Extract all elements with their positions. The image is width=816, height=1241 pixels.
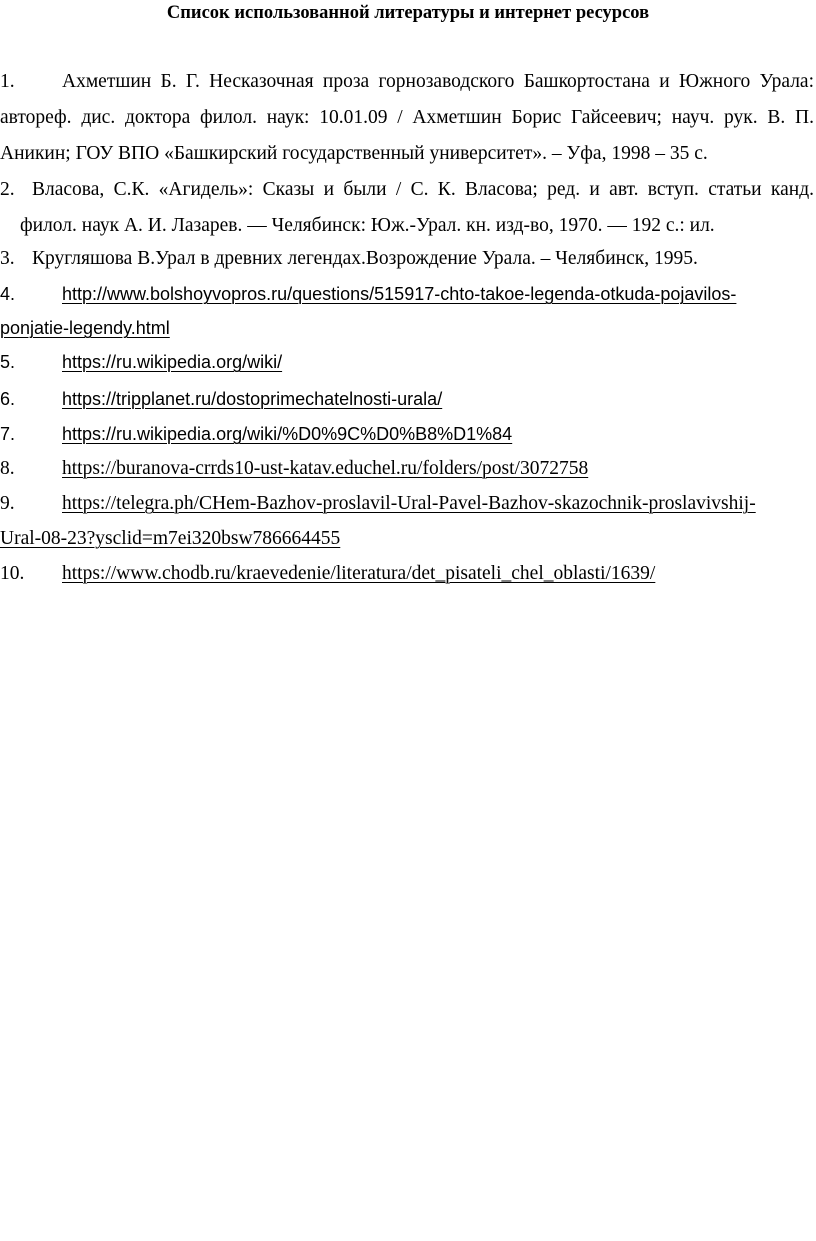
ref-4-link-line-2[interactable]: ponjatie-legendy.html [0,318,170,338]
ref-7-link[interactable]: https://ru.wikipedia.org/wiki/%D0%9C%D0%B8%D1%84 [62,424,513,444]
ref-4-number: 4. [0,284,16,304]
ref-2-line-2: филол. наук А. И. Лазарев. — Челябинск: Юж.-Урал. кн. изд-во, 1970. — 192 с.: ил. [20,215,715,236]
ref-8-link[interactable]: https://buranova-crrds10-ust-katav.educhel.ru/folders/post/3072758 [62,458,589,479]
ref-1-number: 1. [0,71,15,92]
ref-10-link[interactable]: https://www.chodb.ru/kraevedenie/literatura/det_pisateli_chel_oblasti/1639/ [62,563,656,584]
ref-7-number: 7. [0,424,16,444]
ref-3-number: 3. [0,248,15,269]
ref-5-number: 5. [0,352,16,372]
ref-1-line-3: Аникин; ГОУ ВПО «Башкирский государственный университет». – Уфа, 1998 – 35 с. [0,143,708,164]
ref-1-line-2: автореф. дис. доктора филол. наук: 10.01.09 / Ахметшин Борис Гайсеевич; науч. рук. В. П. [0,107,814,128]
ref-6-number: 6. [0,389,16,409]
ref-9-number: 9. [0,493,15,514]
ref-2-number: 2. [0,179,15,200]
page-title: Список использованной литературы и интернет ресурсов [166,3,650,23]
ref-9-link-line-2[interactable]: Ural-08-23?ysclid=m7ei320bsw786664455 [0,528,341,549]
ref-1-line-1: Ахметшин Б. Г. Несказочная проза горнозаводского Башкортостана и Южного Урала: [62,71,814,92]
ref-5-link[interactable]: https://ru.wikipedia.org/wiki/ [62,352,283,372]
ref-4-link-line-1[interactable]: http://www.bolshoyvopros.ru/questions/515917-chto-takoe-legenda-otkuda-pojavilos- [62,284,737,304]
ref-10-number: 10. [0,563,25,584]
ref-8-number: 8. [0,458,15,479]
ref-9-link-line-1[interactable]: https://telegra.ph/CHem-Bazhov-proslavil-Ural-Pavel-Bazhov-skazochnik-proslavivshij- [62,493,756,514]
ref-2-line-1: Власова, С.К. «Агидель»: Сказы и были / С. К. Власова; ред. и авт. вступ. статьи канд. [32,179,814,200]
ref-6-link[interactable]: https://tripplanet.ru/dostoprimechatelnosti-urala/ [62,389,443,409]
ref-3-line-1: Кругляшова В.Урал в древних легендах.Возрождение Урала. – Челябинск, 1995. [32,248,698,269]
